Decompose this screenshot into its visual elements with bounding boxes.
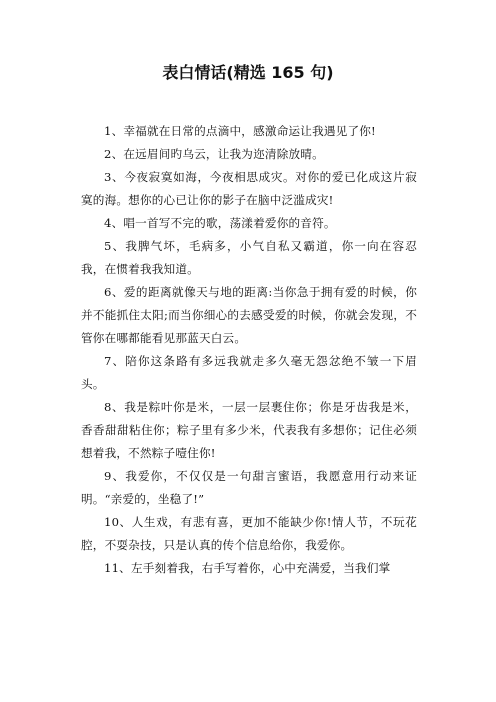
paragraph-5: 5、我脾气坏，毛病多，小气自私又霸道，你一向在容忍我，在惯着我我知道。 bbox=[81, 239, 417, 276]
paragraph-7: 7、陪你这条路有多远我就走多久毫无怨忿绝不皱一下眉头。 bbox=[81, 354, 417, 391]
document-title: 表白情话(精选 165 句) bbox=[162, 63, 334, 82]
document-body bbox=[81, 120, 417, 580]
paragraph-3: 3、今夜寂寞如海，今夜相思成灾。对你的爱已化成这片寂寞的海。想你的心已让你的影子在脑中泛滥成灾! bbox=[81, 170, 417, 207]
paragraph-6: 6、爱的距离就像天与地的距离:当你急于拥有爱的时候，你并不能抓住太阳;而当你细心的去感受爱的时候，你就会发现，不管你在哪都能看见那蓝天白云。 bbox=[81, 285, 417, 345]
paragraph-4: 4、唱一首写不完的歌，荡漾着爱你的音符。 bbox=[104, 216, 336, 230]
paragraph-9: 9、我爱你，不仅仅是一句甜言蜜语，我愿意用行动来证明。“亲爱的，坐稳了!” bbox=[81, 469, 417, 506]
paragraph-1: 1、幸福就在日常的点滴中，感激命运让我遇见了你! bbox=[104, 124, 376, 138]
paragraph-8: 8、我是粽叶你是米，一层一层裹住你；你是牙齿我是米，香香甜甜粘住你；粽子里有多少米，代表我有多想你；记住必须想着我，不然粽子噎住你! bbox=[81, 400, 417, 460]
paragraph-2: 2、在远眉间旳乌云，让我为迩清除放晴。 bbox=[104, 147, 324, 161]
paragraph-10: 10、人生戏，有悲有喜，更加不能缺少你!情人节，不玩花腔，不耍杂技，只是认真的传个信息给你，我爱你。 bbox=[81, 515, 417, 552]
paragraph-11: 11、左手刻着我，右手写着你，心中充满爱，当我们掌 bbox=[104, 561, 391, 575]
